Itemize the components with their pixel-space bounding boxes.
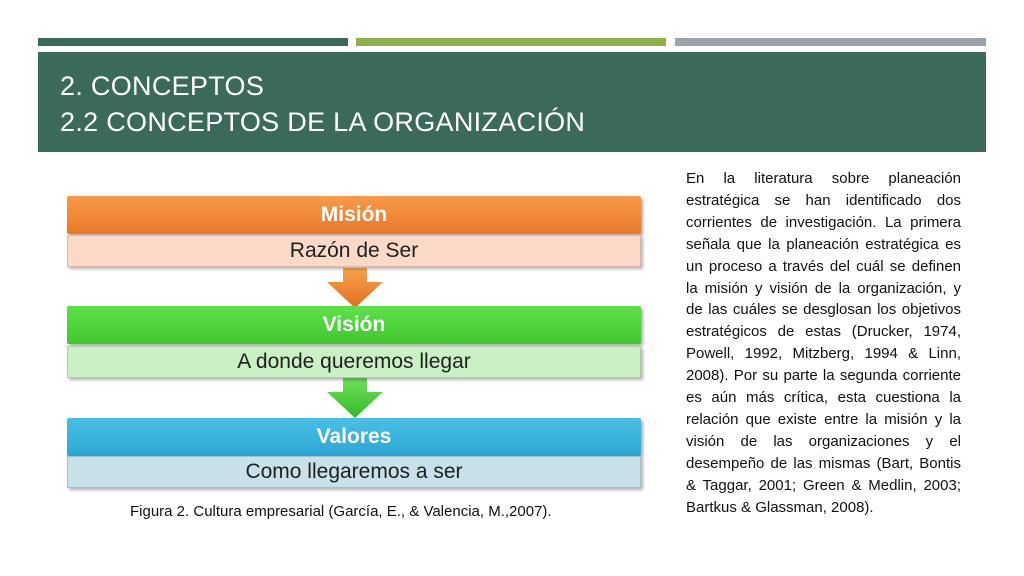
- slide-title-line-1: 2. CONCEPTOS: [60, 71, 265, 101]
- step-mision-header: Misión: [67, 196, 641, 234]
- step-valores-detail: Como llegaremos a ser: [67, 456, 641, 488]
- body-paragraph: En la literatura sobre planeación estratégica se han identificado dos corrientes de investigación. La primera señala que la planeación estratégica es un proceso a través del cuál se definen la misión y visión de la organización, y de las cuáles se desglosan los objetivos estratégicos de estas (Drucker, 1974, Powell, 1992, Mitzberg, 1994 & Linn, 2008). Por su parte la segunda corriente es aún más crítica, esta cuestiona la relación que existe entre la misión y la visión de las organizaciones y el desempeño de las mismas (Bart, Bontis & Taggar, 2001; Green & Medlin, 2003; Bartkus & Glassman, 2008).: [686, 170, 961, 516]
- slide-title-line-2: 2.2 CONCEPTOS DE LA ORGANIZACIÓN: [60, 107, 586, 137]
- arrow-down-green-icon: [325, 378, 385, 420]
- step-vision-header: Visión: [67, 306, 641, 344]
- arrow-down-orange-icon: [325, 268, 385, 310]
- step-vision-detail: A donde queremos llegar: [67, 346, 641, 378]
- step-valores-header: Valores: [67, 418, 641, 456]
- figure-caption: Figura 2. Cultura empresarial (García, E., & Valencia, M.,2007).: [130, 503, 552, 520]
- step-mision-detail: Razón de Ser: [67, 235, 641, 267]
